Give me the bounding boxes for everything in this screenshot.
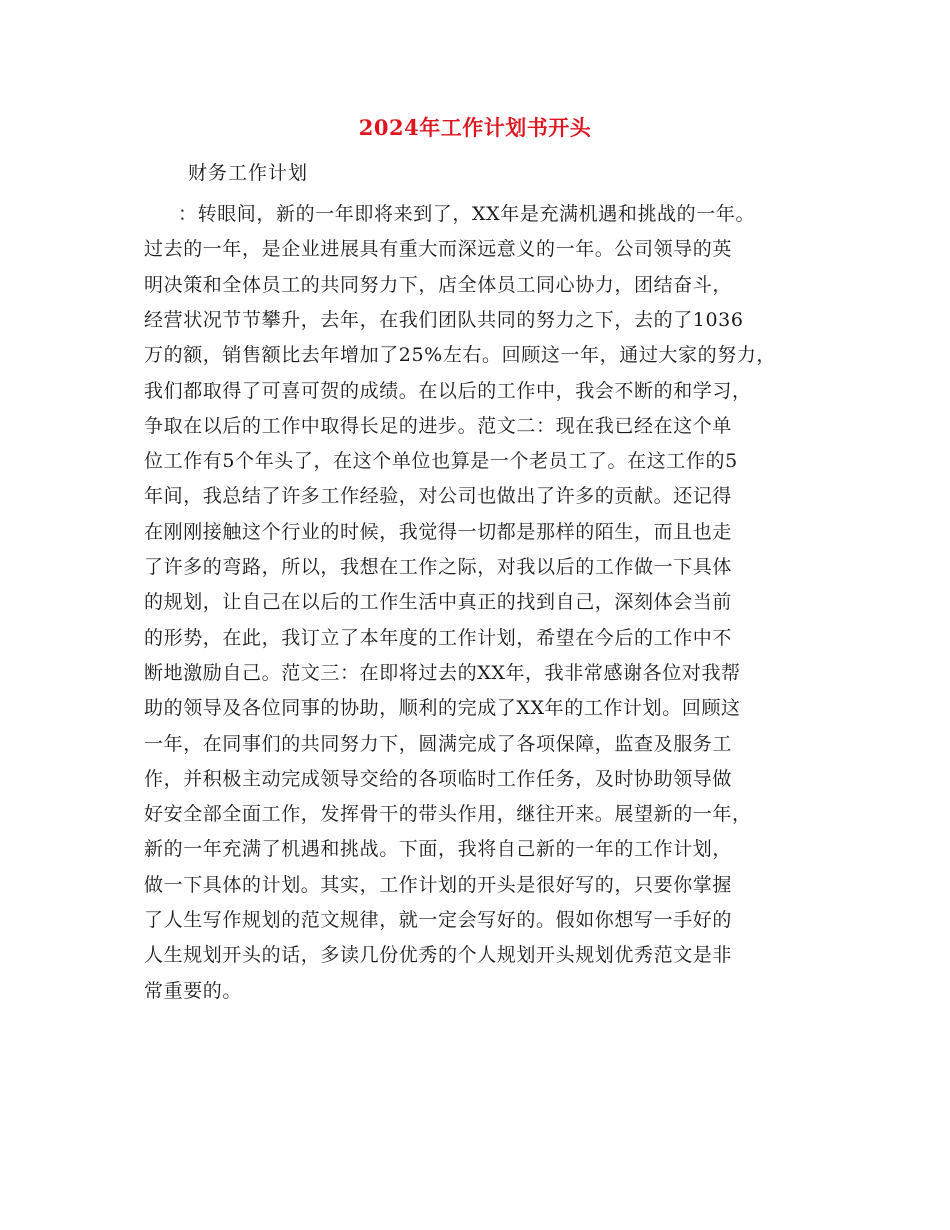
body-line: 一年，在同事们的共同努力下，圆满完成了各项保障，监查及服务工 [144,732,733,755]
body-line: 的形势，在此，我订立了本年度的工作计划，希望在今后的工作中不 [144,626,733,649]
document-title: 2024年工作计划书开头 [358,115,592,140]
body-line: 年间，我总结了许多工作经验，对公司也做出了许多的贡献。还记得 [144,485,733,508]
body-line: 争取在以后的工作中取得长足的进步。范文二：现在我已经在这个单 [144,414,733,437]
body-line: ：转眼间，新的一年即将来到了，XX年是充满机遇和挑战的一年。 [178,203,756,225]
body-line: 作，并积极主动完成领导交给的各项临时工作任务，及时协助领导做 [144,767,733,790]
body-line: 位工作有5个年头了，在这个单位也算是一个老员工了。在这工作的5 [144,450,738,473]
body-line: 明决策和全体员工的共同努力下，店全体员工同心协力，团结奋斗， [144,273,733,296]
body-line: 经营状况节节攀升，去年，在我们团队共同的努力之下，去的了1036 [144,308,744,331]
body-line: 新的一年充满了机遇和挑战。下面，我将自己新的一年的工作计划， [144,838,733,861]
body-line: 常重要的。 [144,979,243,1002]
document-subtitle: 财务工作计划 [188,162,309,184]
body-line: 在刚刚接触这个行业的时候，我觉得一切都是那样的陌生，而且也走 [144,520,733,543]
body-line: 了许多的弯路，所以，我想在工作之际，对我以后的工作做一下具体 [144,556,733,578]
body-line: 了人生写作规划的范文规律，就一定会写好的。假如你想写一手好的 [144,909,733,931]
body-line: 人生规划开头的话，多读几份优秀的个人规划开头规划优秀范文是非 [144,944,733,967]
body-line: 过去的一年，是企业进展具有重大而深远意义的一年。公司领导的英 [144,238,733,261]
body-line: 助的领导及各位同事的协助，顺利的完成了XX年的工作计划。回顾这 [144,697,741,720]
body-line: 万的额，销售额比去年增加了25%左右。回顾这一年，通过大家的努力， [144,344,777,367]
body-line: 好安全部全面工作，发挥骨干的带头作用，继往开来。展望新的一年， [144,803,752,826]
body-line: 的规划，让自己在以后的工作生活中真正的找到自己，深刻体会当前 [144,591,733,614]
body-line: 我们都取得了可喜可贺的成绩。在以后的工作中，我会不断的和学习， [144,379,752,402]
body-line: 断地激励自己。范文三：在即将过去的XX年，我非常感谢各位对我帮 [144,661,741,684]
body-line: 做一下具体的计划。其实，工作计划的开头是很好写的，只要你掌握 [144,873,733,896]
